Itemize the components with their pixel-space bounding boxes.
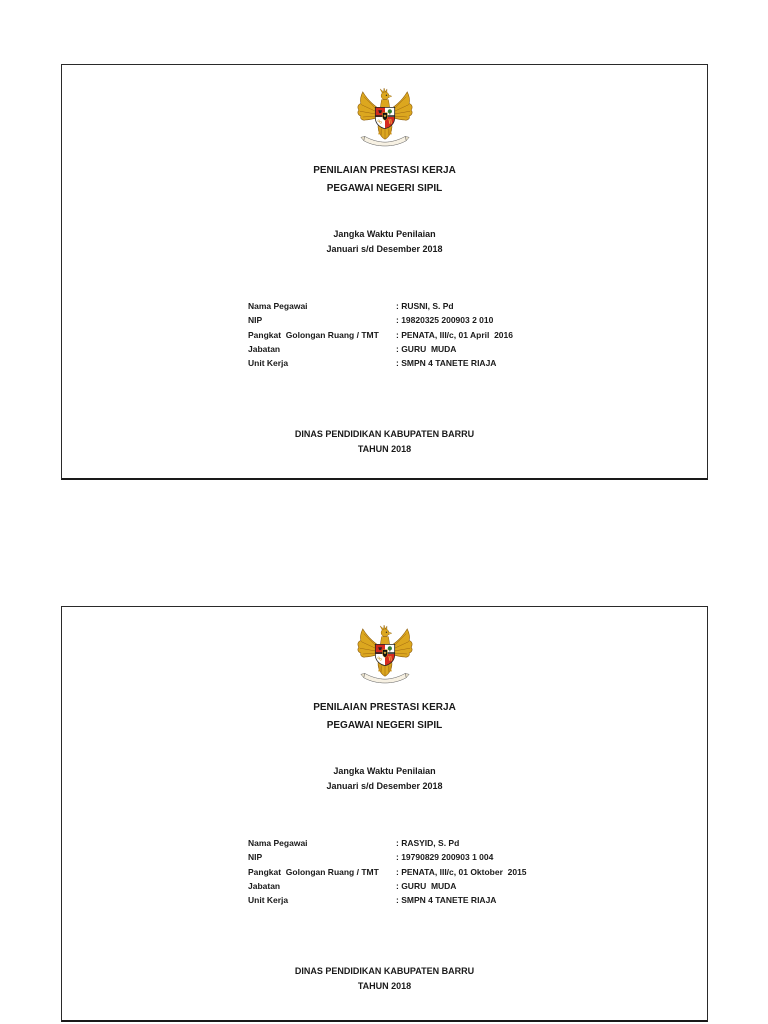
agency-name: DINAS PENDIDIKAN KABUPATEN BARRU <box>294 966 475 976</box>
info-value: : RASYID, S. Pd <box>396 838 460 848</box>
info-row <box>62 356 707 370</box>
cover-page-1 <box>61 64 708 480</box>
info-label: Pangkat Golongan Ruang / TMT <box>248 329 379 340</box>
info-row <box>62 865 707 879</box>
document-subtitle: PEGAWAI NEGERI SIPIL <box>326 183 443 194</box>
info-value: : PENATA, III/c, 01 Oktober 2015 <box>396 866 527 877</box>
info-label: NIP <box>248 315 263 326</box>
info-row <box>62 342 707 356</box>
garuda-emblem <box>356 87 414 147</box>
document-title: PENILAIAN PRESTASI KERJA <box>313 165 456 176</box>
document-title: PENILAIAN PRESTASI KERJA <box>313 702 456 713</box>
info-value: : RUSNI, S. Pd <box>396 301 454 311</box>
info-label: Unit Kerja <box>248 358 289 368</box>
info-value: : PENATA, III/c, 01 April 2016 <box>396 329 513 340</box>
cover-page-content <box>62 65 707 478</box>
info-row <box>62 836 707 850</box>
employee-info-table <box>62 836 707 907</box>
info-value: : 19790829 200903 1 004 <box>396 852 494 863</box>
info-label: NIP <box>248 852 263 863</box>
period-value: Januari s/d Desember 2018 <box>326 781 443 791</box>
info-row <box>62 850 707 864</box>
info-value: : SMPN 4 TANETE RIAJA <box>396 895 497 905</box>
info-label: Nama Pegawai <box>248 301 308 311</box>
employee-info-table <box>62 299 707 370</box>
emblem-shield <box>375 644 394 665</box>
garuda-emblem <box>356 624 414 684</box>
info-label: Pangkat Golongan Ruang / TMT <box>248 866 379 877</box>
emblem-shield <box>375 107 394 128</box>
info-row <box>62 299 707 313</box>
year-label: TAHUN 2018 <box>357 444 412 454</box>
period-value: Januari s/d Desember 2018 <box>326 244 443 254</box>
info-value: : GURU MUDA <box>396 343 457 354</box>
info-label: Jabatan <box>248 880 281 891</box>
info-label: Jabatan <box>248 343 281 354</box>
emblem-head <box>380 88 392 108</box>
period-label: Jangka Waktu Penilaian <box>333 766 436 776</box>
info-value: : SMPN 4 TANETE RIAJA <box>396 358 497 368</box>
info-value: : 19820325 200903 2 010 <box>396 315 494 326</box>
info-row <box>62 879 707 893</box>
info-value: : GURU MUDA <box>396 880 457 891</box>
cover-page-2 <box>61 606 708 1022</box>
period-label: Jangka Waktu Penilaian <box>333 229 436 239</box>
emblem-head <box>380 625 392 645</box>
info-label: Nama Pegawai <box>248 838 308 848</box>
info-label: Unit Kerja <box>248 895 289 905</box>
agency-name: DINAS PENDIDIKAN KABUPATEN BARRU <box>294 429 475 439</box>
info-row <box>62 893 707 907</box>
info-row <box>62 328 707 342</box>
document-subtitle: PEGAWAI NEGERI SIPIL <box>326 720 443 731</box>
year-label: TAHUN 2018 <box>357 981 412 991</box>
cover-page-content <box>62 602 707 1015</box>
info-row <box>62 313 707 327</box>
